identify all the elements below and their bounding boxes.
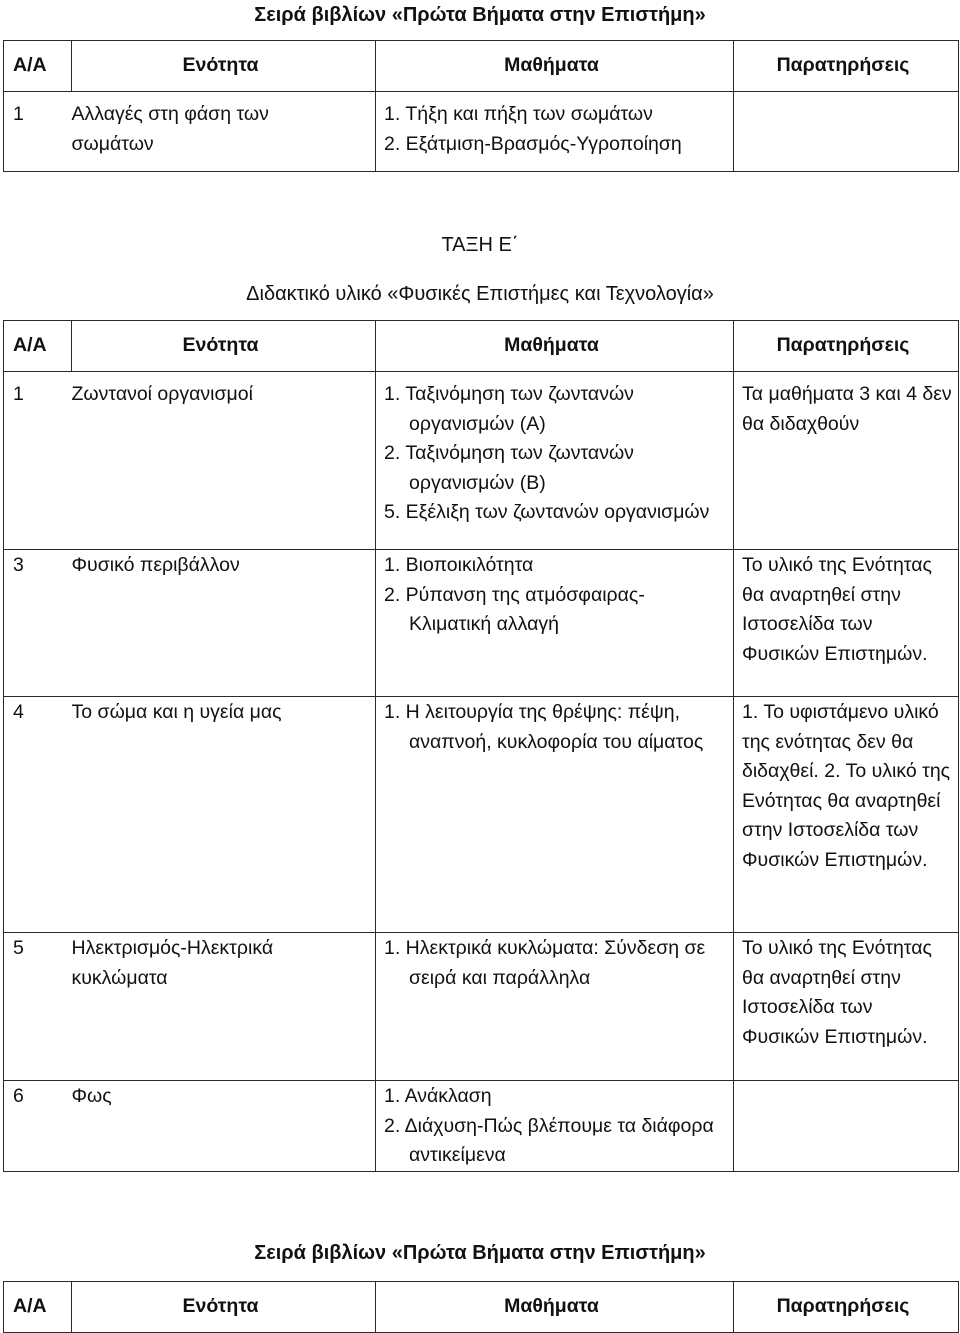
row-lessons <box>376 933 734 1081</box>
row-section: Το σώμα και η υγεία μας <box>72 697 376 933</box>
row-lessons <box>376 697 734 933</box>
row-remarks: 1. Το υφιστάμενο υλικό της ενότητας δεν θα διδαχθεί. 2. Το υλικό της Ενότητας θα αναρτηθεί στην Ιστοσελίδα των Φυσικών Επιστημών. <box>734 697 959 933</box>
row-lessons <box>376 1081 734 1172</box>
table-row <box>4 550 959 697</box>
header-lessons: Μαθήματα <box>376 321 734 372</box>
row-remarks <box>734 92 959 172</box>
lesson-item: 1. Ταξινόμηση των ζωντανών οργανισμών (Α) <box>384 383 634 435</box>
lesson-item: 1. Η λειτουργία της θρέψης: πέψη, αναπνοή, κυκλοφορία του αίματος <box>384 701 704 753</box>
header-section: Ενότητα <box>72 41 376 92</box>
table-grade-e <box>3 320 959 1172</box>
row-remarks <box>734 1081 959 1172</box>
table-row <box>4 92 959 172</box>
table-header-row <box>4 41 959 92</box>
row-number: 5 <box>4 933 72 1081</box>
row-remarks: Το υλικό της Ενότητας θα αναρτηθεί στην Ιστοσελίδα των Φυσικών Επιστημών. <box>734 550 959 697</box>
table-continued <box>3 1281 959 1333</box>
row-number: 3 <box>4 550 72 697</box>
table-header-row <box>4 321 959 372</box>
row-number: 1 <box>4 92 72 172</box>
row-remarks: Το υλικό της Ενότητας θα αναρτηθεί στην Ιστοσελίδα των Φυσικών Επιστημών. <box>734 933 959 1081</box>
header-aa: Α/Α <box>4 1282 72 1333</box>
series-title-top: Σειρά βιβλίων «Πρώτα Βήματα στην Επιστήμη» <box>254 4 706 26</box>
row-section: Ζωντανοί οργανισμοί <box>72 372 376 550</box>
header-section: Ενότητα <box>72 321 376 372</box>
header-aa: Α/Α <box>4 321 72 372</box>
lesson-item: 1. Βιοποικιλότητα <box>384 554 534 576</box>
lesson-item: 2. Ταξινόμηση των ζωντανών οργανισμών (Β) <box>384 442 634 494</box>
lesson-item: 2. Διάχυση-Πώς βλέπουμε τα διάφορα αντικείμενα <box>384 1114 714 1166</box>
row-remarks: Τα μαθήματα 3 και 4 δεν θα διδαχθούν <box>734 372 959 550</box>
row-section: Φυσικό περιβάλλον <box>72 550 376 697</box>
row-lessons <box>376 550 734 697</box>
table-row <box>4 697 959 933</box>
header-remarks: Παρατηρήσεις <box>734 1282 959 1333</box>
row-section: Ηλεκτρισμός-Ηλεκτρικά κυκλώματα <box>72 933 376 1081</box>
table-row <box>4 1081 959 1172</box>
header-lessons: Μαθήματα <box>376 1282 734 1333</box>
lesson-item: 2. Εξάτμιση-Βρασμός-Υγροποίηση <box>384 132 682 155</box>
row-number: 1 <box>4 372 72 550</box>
row-lessons <box>376 92 734 172</box>
row-section: Φως <box>72 1081 376 1172</box>
header-remarks: Παρατηρήσεις <box>734 321 959 372</box>
lesson-item: 1. Ανάκλαση <box>384 1085 492 1107</box>
class-title: ΤΑΞΗ Ε΄ <box>441 234 519 256</box>
header-lessons: Μαθήματα <box>376 41 734 92</box>
lesson-item: 1. Τήξη και πήξη των σωμάτων <box>384 103 653 125</box>
material-title: Διδακτικό υλικό «Φυσικές Επιστήμες και Τεχνολογία» <box>246 283 714 305</box>
header-section: Ενότητα <box>72 1282 376 1333</box>
table-row <box>4 372 959 550</box>
row-lessons <box>376 372 734 550</box>
row-section: Αλλαγές στη φάση των σωμάτων <box>72 92 376 172</box>
lesson-item: 5. Εξέλιξη των ζωντανών οργανισμών <box>384 501 710 523</box>
row-number: 4 <box>4 697 72 933</box>
table-grade-d <box>3 40 959 172</box>
series-title-bottom: Σειρά βιβλίων «Πρώτα Βήματα στην Επιστήμη» <box>254 1242 706 1264</box>
header-remarks: Παρατηρήσεις <box>734 41 959 92</box>
row-number: 6 <box>4 1081 72 1172</box>
table-row <box>4 933 959 1081</box>
lesson-item: 1. Ηλεκτρικά κυκλώματα: Σύνδεση σε σειρά και παράλληλα <box>384 937 706 989</box>
table-header-row <box>4 1282 959 1333</box>
header-aa: Α/Α <box>4 41 72 92</box>
lesson-item: 2. Ρύπανση της ατμόσφαιρας- Κλιματική αλλαγή <box>384 583 645 635</box>
